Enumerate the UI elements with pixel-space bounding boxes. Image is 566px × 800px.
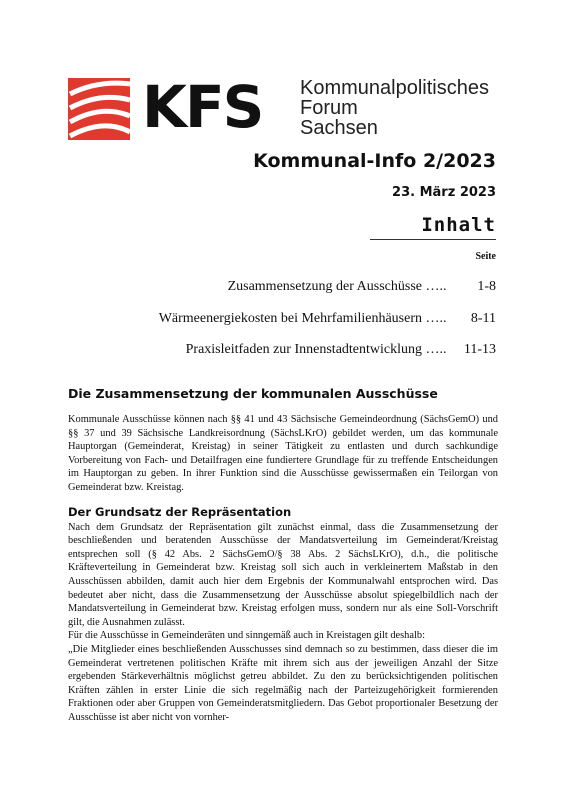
toc-item-title: Wärmeenergiekosten bei Mehrfamilienhäusern ….. [158,311,447,326]
toc-item[interactable] [159,311,496,327]
article-paragraph: Nach dem Grundsatz der Repräsentation gilt zunächst einmal, dass die Zusammensetzung der beschließenden und beratenden Ausschüsse der Mandatsverteilung im Gemeinderat/Kreistag entsprechen soll (§ 42 Abs. 2 SächsGemO/§ 38 Abs. 2 SächsLKrO), d.h., die politische Kräfteverteilung in Gemeinderat bzw. Kreistag soll sich auch in verkleinertem Maßstab in den Ausschüssen abbilden, damit auch hier dem Ergebnis der Kommunalwahl entsprochen wird. Das bedeutet aber nicht, dass die Zusammensetzung der Ausschüsse absolut spiegelbildlich nach der Mandatsverteilung in Gemeinderat bzw. Kreistag erfolgen muss, sondern nur als eine Soll-Vorschrift gilt, die Ausnahmen zulässt. [68,521,498,628]
issue-title: Kommunal-Info 2/2023 [253,150,496,172]
section-heading: Der Grundsatz der Repräsentation [68,504,292,519]
toc-item-title: Praxisleitfaden zur Innenstadtentwicklung ….. [185,342,447,357]
kfs-logo-mark-icon [68,78,130,140]
toc-heading: Inhalt [421,214,496,236]
toc-item-title: Zusammensetzung der Ausschüsse ….. [227,279,447,294]
issue-date: 23. März 2023 [392,185,496,200]
article-title: Die Zusammensetzung der kommunalen Ausschüsse [68,386,438,401]
article-intro: Kommunale Ausschüsse können nach §§ 41 und 43 Sächsische Gemeindeordnung (SächsGemO) und §§ 37 und 39 Sächsische Landkreisordnung (SächsLKrO) gebildet werden, um das kommunale Hauptorgan (Gemeinderat, Kreistag) in seiner Tätigkeit zu entlasten und durch sachkundige Vorbereitung von Fach- und Detailfragen eine fundiertere Grundlage für zu treffende Entscheidungen im Hauptorgan zu geben. In ihrer Funktion sind die Ausschüsse gewissermaßen ein Teilorgan von Gemeinderat bzw. Kreistag. [68,414,498,493]
toc-item[interactable] [186,342,496,358]
toc-divider [370,239,496,240]
toc-item-pages: 1-8 [477,279,496,294]
logo-line-1: Kommunalpolitisches [300,77,489,99]
logo-letters: KFS [142,73,263,141]
article-paragraph: Für die Ausschüsse in Gemeinderäten und sinngemäß auch in Kreistagen gilt deshalb: [68,630,425,642]
logo-line-3: Sachsen [300,117,378,139]
kfs-logo [68,73,518,144]
logo-line-2: Forum [300,97,358,119]
toc-page-column-label: Seite [475,251,496,262]
toc-item-pages: 11-13 [463,342,496,357]
toc-item-pages: 8-11 [470,311,496,326]
logo-organization-name [300,78,489,138]
toc-item[interactable] [228,279,496,295]
article [68,386,498,724]
article-quote: „Die Mitglieder eines beschließenden Ausschusses sind demnach so zu bestimmen, dass dieser die im Gemeinderat vertretenen politischen Kräfte mit ihrem sich aus der jeweiligen Anzahl der Sitze ergebenden Stärkeverhältnis möglichst getreu abbildet. Zu den zu berücksichtigenden politischen Kräften zählen in erster Linie die sich regelmäßig nach der Parteizugehörigkeit formierenden Fraktionen oder aber Gruppen von Gemeinderatsmitgliedern. Das Gebot proportionaler Besetzung der Ausschüsse ist aber nicht von vornher- [68,643,498,723]
